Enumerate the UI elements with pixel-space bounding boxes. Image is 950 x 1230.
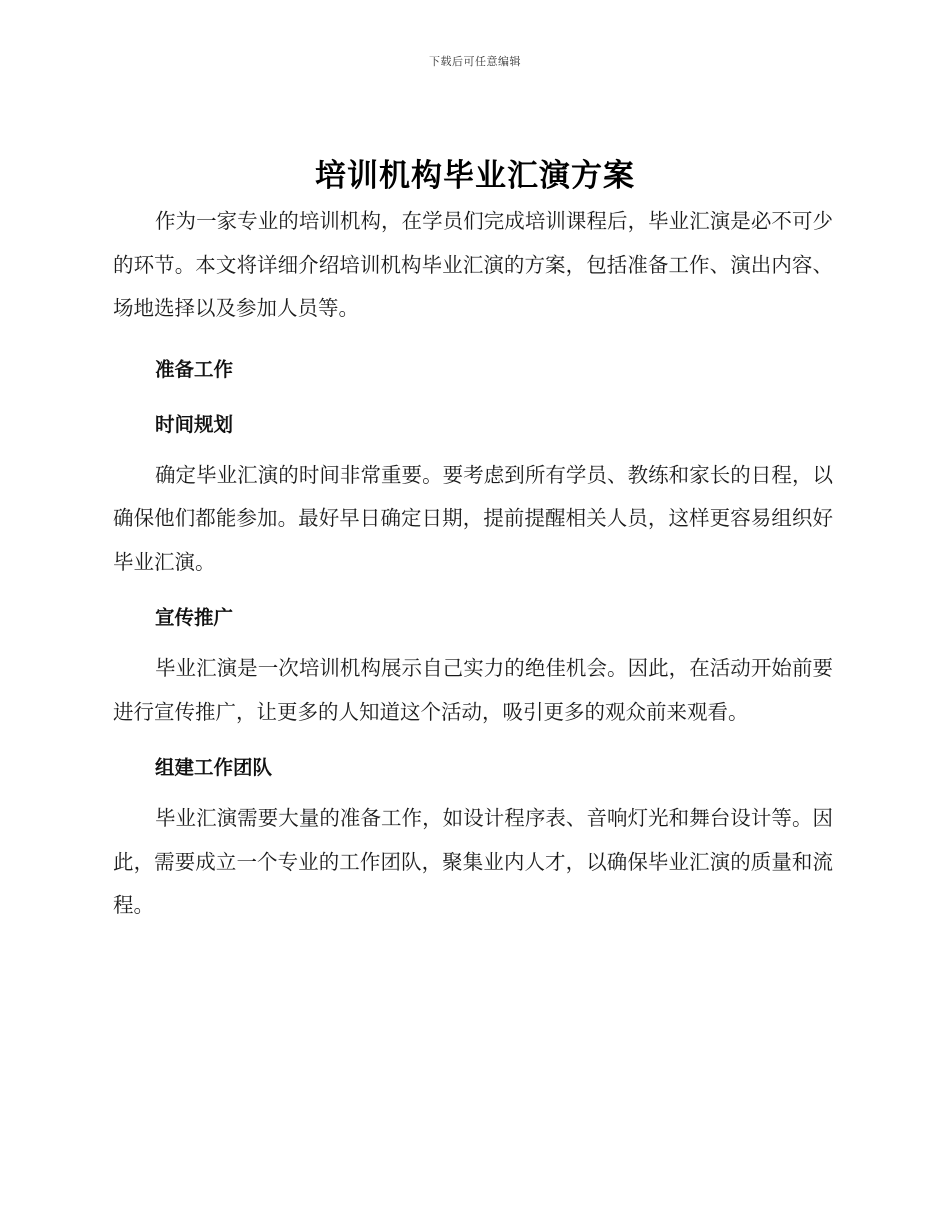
section-heading-promotion: 宣传推广: [155, 606, 234, 629]
document-body: [113, 200, 833, 928]
section-paragraph-team: 毕业汇演需要大量的准备工作，如设计程序表、音响灯光和舞台设计等。因此，需要成立一个专业的工作团队，聚集业内人才，以确保毕业汇演的质量和流程。: [113, 806, 833, 917]
section-paragraph-promotion: 毕业汇演是一次培训机构展示自己实力的绝佳机会。因此，在活动开始前要进行宣传推广，让更多的人知道这个活动，吸引更多的观众前来观看。: [113, 656, 833, 724]
section-heading-preparation: 准备工作: [155, 357, 234, 381]
section-heading-team: 组建工作团队: [155, 756, 273, 779]
section-heading-time-planning: 时间规划: [155, 412, 234, 436]
section-paragraph-time-planning: 确定毕业汇演的时间非常重要。要考虑到所有学员、教练和家长的日程，以确保他们都能参加。最好早日确定日期，提前提醒相关人员，这样更容易组织好毕业汇演。: [113, 462, 833, 574]
intro-paragraph: 作为一家专业的培训机构，在学员们完成培训课程后，毕业汇演是必不可少的环节。本文将详细介绍培训机构毕业汇演的方案，包括准备工作、演出内容、场地选择以及参加人员等。: [113, 209, 833, 320]
document-title: 培训机构毕业汇演方案: [315, 158, 635, 194]
header-note: 下载后可任意编辑: [429, 55, 521, 68]
